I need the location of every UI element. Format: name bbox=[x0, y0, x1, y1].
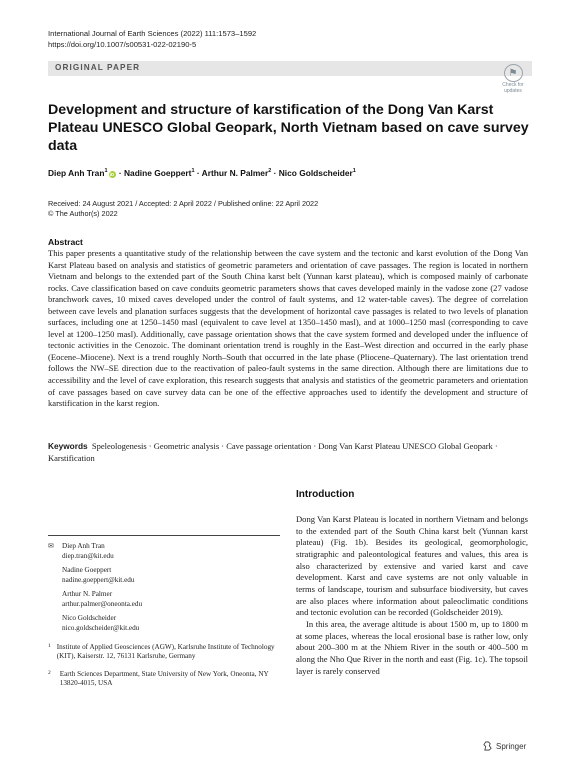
author-affil-sup: 1 bbox=[191, 168, 195, 175]
affiliation-number: 2 bbox=[48, 669, 51, 676]
journal-header bbox=[48, 29, 256, 50]
check-for-updates-badge[interactable] bbox=[498, 64, 528, 94]
keywords-section bbox=[48, 441, 528, 464]
footnote-divider bbox=[48, 535, 280, 536]
affiliations bbox=[48, 643, 280, 696]
introduction-heading: Introduction bbox=[296, 489, 355, 500]
author-list bbox=[48, 168, 356, 178]
article-title: Development and structure of karstification of the Dong Van Karst Plateau UNESCO Global Geopark, North Vietnam based on cave survey data bbox=[48, 102, 529, 154]
introduction-text bbox=[296, 514, 528, 677]
intro-paragraph: Dong Van Karst Plateau is located in northern Vietnam and belongs to the extended part of the South China karst belt (Yunnan karst plateau) (Fig. 1b). Besides its geological, geomorphologic, stratigraphic and paleontological features and values, this area is also characterized by extensive and varied karst and cave development. Karst and cave systems are not only valuable in terms of landscape, tourism and subsurface biodiversity, but caves are also places where information about paleoclimatic conditions and tectonic evolution can be recorded (Goldscheider 2019). bbox=[296, 514, 528, 618]
publication-dates bbox=[48, 199, 318, 219]
affiliation-entry bbox=[48, 643, 280, 662]
affiliation-text: Institute of Applied Geosciences (AGW), Karlsruhe Institute of Technology (KIT), Kaiserstr. 12, 76131 Karlsruhe, Germany bbox=[56, 643, 275, 661]
check-updates-text: Check for updates bbox=[502, 82, 524, 94]
affiliation-number: 1 bbox=[48, 643, 51, 649]
author-name[interactable]: Nadine Goeppert bbox=[123, 168, 192, 178]
article-type-banner bbox=[48, 61, 532, 76]
corresponding-contacts bbox=[48, 542, 280, 638]
contact-name: Nadine Goeppert bbox=[62, 566, 112, 574]
author-separator: · bbox=[194, 168, 202, 178]
keywords-label: Keywords bbox=[48, 441, 88, 451]
author-name[interactable]: Nico Goldscheider bbox=[278, 168, 353, 178]
bookmark-icon: ⚑ bbox=[504, 64, 523, 82]
affiliation-text: Earth Sciences Department, State University of New York, Oneonta, NY 13820-4015, USA bbox=[59, 669, 269, 687]
abstract-text: This paper presents a quantitative study of the relationship between the cave system and the tectonic and karst evolution of the Dong Van Karst Plateau based on analysis and statistics of geometric parameters and orientation of cave passages. The region is located in northern Vietnam and belongs to the extended part of the South China karst belt (Yunnan karst plateau), which is composed mainly of carbonate rocks. Cave classification based on cave conduits geometric parameters shows that caves developed mainly in the vadose zone (27 vadose branchwork caves, 10 mixed caves developed under the control of fault systems, and 12 water-table caves). The degree of correlation between cave levels and planation surfaces suggests that the development of horizontal cave passages is related to two levels of planation surfaces, including one at 1250–1450 masl (equivalent to cave level at 1350–1450 masl), and at 1000–1250 masl (corresponding to cave level at 1200–1250 masl). Additionally, cave passage orientation shows that the cave system formed and developed under the influence of tectonic activities in the Cenozoic. The dominant orientation trend is roughly in the East–West direction and occurred in the early phase (Eocene–Miocene). Next is a trend roughly North–South that occurred in the late phase (Pliocene–Quaternary). The last orientation trend follows the NW–SE direction due to the reactivation of paleo-fault systems in the same direction. Although there are limitations due to accessibility and the level of cave exploration, this research suggests that analysis and statistics of the geometric parameters and orientation of cave passages based on cave survey data can be one of the effective approaches used to identify the development and structure of karstification in the karst region. bbox=[48, 248, 528, 409]
author-name[interactable]: Arthur N. Palmer bbox=[201, 168, 269, 178]
author-affil-sup: 1 bbox=[104, 168, 108, 175]
history-dates: Received: 24 August 2021 / Accepted: 2 April 2022 / Published online: 22 April 2022 bbox=[48, 199, 319, 208]
contact-entry bbox=[48, 566, 280, 585]
contact-email[interactable]: nadine.goeppert@kit.edu bbox=[62, 575, 135, 584]
journal-citation: International Journal of Earth Sciences (2022) 111:1573–1592 bbox=[48, 29, 257, 38]
abstract-heading: Abstract bbox=[48, 237, 83, 247]
author-affil-sup: 1 bbox=[352, 168, 356, 175]
orcid-icon[interactable]: iD bbox=[109, 172, 115, 177]
publisher-logo bbox=[483, 741, 526, 751]
contact-entry bbox=[48, 542, 280, 561]
contact-name: Arthur N. Palmer bbox=[62, 590, 113, 598]
contact-entry bbox=[48, 614, 280, 633]
contact-email[interactable]: nico.goldscheider@kit.edu bbox=[62, 623, 140, 632]
copyright-line: © The Author(s) 2022 bbox=[48, 209, 118, 219]
contact-name: Nico Goldscheider bbox=[62, 614, 117, 622]
contact-email[interactable]: diep.tran@kit.edu bbox=[62, 551, 114, 560]
author-separator: · bbox=[116, 168, 124, 178]
article-type-label: ORIGINAL PAPER bbox=[55, 63, 141, 72]
author-separator: · bbox=[271, 168, 279, 178]
intro-paragraph: In this area, the average altitude is about 1500 m, up to 1800 m at some places, whereas the local erosional base is rather low, only about 200–300 m at the Nhiem River in the south or 400–500 m along the Nho Que River in the north and east (Fig. 1c). The topsoil layer is rarely conserved bbox=[296, 618, 528, 676]
publisher-name: Springer bbox=[496, 741, 527, 751]
springer-horse-icon bbox=[483, 741, 492, 751]
contact-email[interactable]: arthur.palmer@oneonta.edu bbox=[62, 599, 143, 608]
author-name[interactable]: Diep Anh Tran bbox=[48, 168, 105, 178]
doi-link[interactable]: https://doi.org/10.1007/s00531-022-02190-5 bbox=[48, 39, 197, 49]
author-affil-sup: 2 bbox=[268, 168, 272, 175]
contact-name: Diep Anh Tran bbox=[62, 542, 105, 550]
contact-entry bbox=[48, 590, 280, 609]
affiliation-entry bbox=[48, 670, 280, 689]
envelope-icon: ✉ bbox=[48, 542, 54, 550]
keywords-text: Speleologenesis · Geometric analysis · Cave passage orientation · Dong Van Karst Plateau UNESCO Global Geopark · Karstification bbox=[48, 441, 498, 463]
